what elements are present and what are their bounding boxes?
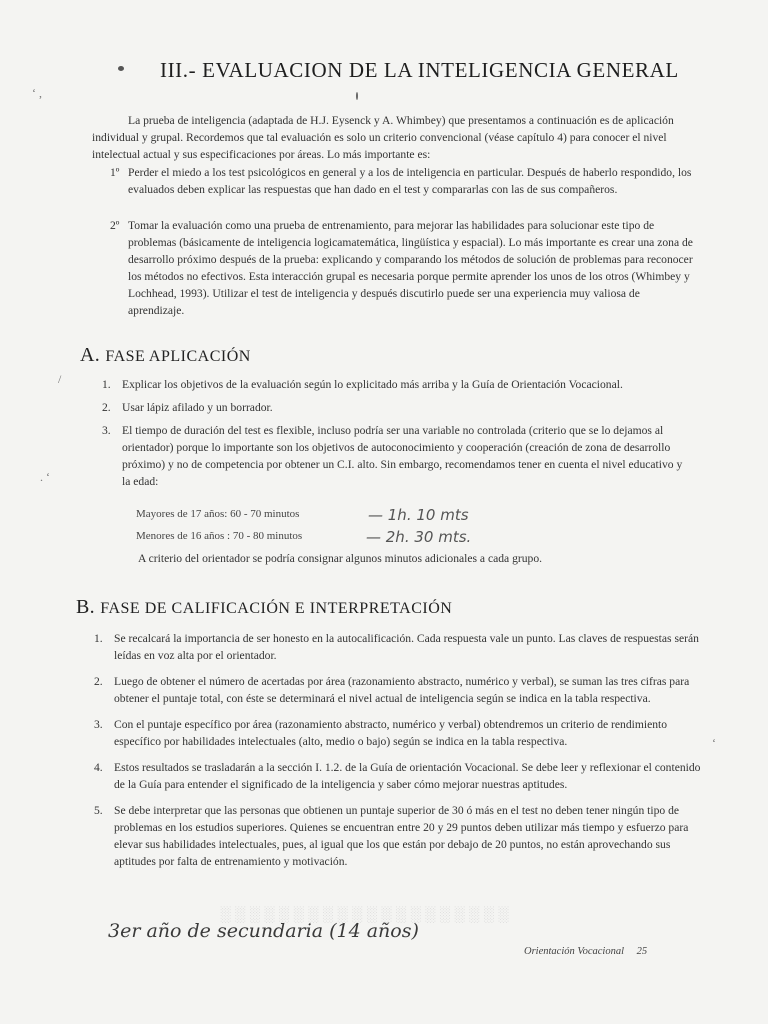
section-b-list [94,630,708,879]
list-item-number: 1. [102,378,111,391]
list-item [94,673,708,707]
list-item-text: Se debe interpretar que las personas que obtienen un puntaje superior de 30 ó más en el test no deben tener ningún tipo de problemas en los estudios superiores. Quienes se encuentran entre 20 y 29 puntos deben utilizar más tiempo y esfuerzo para elevar sus habilidades intelectuales, pues, al igual que los que están por debajo de 20 puntos, no están aprovechando sus aptitudes por falta de entrenamiento y motivación. [114,804,689,868]
criterio-note: A criterio del orientador se podría consignar algunos minutos adicionales a cada grupo. [138,552,543,565]
faint-bleedthrough-text: ░░░░░░░░░░░░░░░░░░░░ [220,906,513,923]
section-a-title: FASE APLICACIÓN [105,348,251,365]
list-item [94,802,708,870]
list-item-text: Explicar los objetivos de la evaluación según lo explicitado más arriba y la Guía de Orientación Vocacional. [122,378,623,391]
list-item [102,399,690,416]
section-a-heading [80,344,251,367]
intro-item-2 [110,217,694,319]
list-item-number: 5. [94,804,103,817]
intro-item-1-mark: 1º [110,166,120,179]
list-item [102,376,690,393]
footer-label: Orientación Vocacional [524,946,625,957]
age-line-younger: Menores de 16 años : 70 - 80 minutos [136,530,303,542]
section-b-heading [76,596,452,619]
list-item [102,422,690,490]
list-item [94,716,708,750]
scan-speck [356,92,358,100]
section-b-letter: B. [76,596,95,618]
list-item-number: 3. [94,718,103,731]
page-footer [524,946,647,957]
list-item-number: 4. [94,761,103,774]
intro-item-1 [110,164,694,198]
list-item-number: 3. [102,424,111,437]
scan-speck [118,66,124,71]
margin-mark: ‘ , [32,86,42,100]
handwritten-time-younger: — 2h. 30 mts. [366,528,472,546]
page-number: 25 [636,946,648,957]
list-item-text: Estos resultados se trasladarán a la sección I. 1.2. de la Guía de orientación Vocacional. Se debe leer y reflexionar el contenido de la Guía para entender el significado de la inteligencia y saber cómo mejorar nuestras aptitudes. [114,761,701,791]
section-b-title: FASE DE CALIFICACIÓN E INTERPRETACIÓN [100,600,453,617]
intro-paragraph: La prueba de inteligencia (adaptada de H.J. Eysenck y A. Whimbey) que presentamos a continuación es de aplicación individual y grupal. Recordemos que tal evaluación es solo un criterio convencional (véase capítulo 4) para conocer el nivel intelectual actual y sus especificaciones por áreas. Lo más importante es: [92,114,674,161]
list-item-text: Luego de obtener el número de acertadas por área (razonamiento abstracto, numérico y verbal), se suman las tres cifras para obtener el puntaje total, con éste se determinará el nivel actual de inteligencia según se indica en la tabla respectiva. [114,675,690,705]
intro-item-2-text: Tomar la evaluación como una prueba de entrenamiento, para mejorar las habilidades para solucionar este tipo de problemas (básicamente de inteligencia logicamatemática, lingüística y espacial). Lo más importante es crear una zona de desarrollo próximo después de la prueba: explicando y comparando los métodos de solución de problemas para reconocer los métodos no efectivos. Esta interacción grupal es necesaria porque permite aprender los unos de los otros (Whimbey y Lochhead, 1993). Utilizar el test de inteligencia y después discutirlo puede ser una experiencia muy valiosa de aprendizaje. [128,219,693,317]
handwritten-time-older: — 1h. 10 mts [368,506,469,524]
section-a-letter: A. [80,344,101,366]
intro-item-2-mark: 2º [110,219,120,232]
list-item-text: Con el puntaje específico por área (razonamiento abstracto, numérico y verbal) obtendremos un criterio de rendimiento específico por habilidades intelectuales (alto, medio o bajo) según se indica en la tabla respectiva. [114,718,668,748]
list-item-number: 2. [102,401,111,414]
page-title: III.- EVALUACION DE LA INTELIGENCIA GENERAL [160,58,679,82]
list-item [94,630,708,664]
margin-mark: . ‘ [40,470,50,484]
list-item [94,759,708,793]
margin-mark: / [58,372,62,386]
list-item-number: 1. [94,632,103,645]
age-line-older: Mayores de 17 años: 60 - 70 minutos [136,508,300,520]
list-item-text: Se recalcará la importancia de ser honesto en la autocalificación. Cada respuesta vale un punto. Las claves de respuestas serán leídas en voz alta por el orientador. [114,632,699,662]
list-item-text: Usar lápiz afilado y un borrador. [122,401,273,414]
section-a-list [102,376,690,496]
list-item-number: 2. [94,675,103,688]
margin-mark: ‘ [712,736,716,750]
intro-item-1-text: Perder el miedo a los test psicológicos en general y a los de inteligencia en particular. Después de haberlo respondido, los evaluados deben explicar las respuestas que han dado en el test y compararlas con las de sus compañeros. [128,166,692,196]
handwritten-note: 3er año de secundaria (14 años) [108,920,419,942]
list-item-text: El tiempo de duración del test es flexible, incluso podría ser una variable no controlada (criterio que se lo dejamos al orientador) porque lo importante son los objetivos de autoconocimiento y cooperación (creación de zona de desarrollo próximo) y no de competencia por obtener un C.I. alto. Sin embargo, recomendamos tener en cuenta el nivel educativo y la edad: [122,424,683,488]
